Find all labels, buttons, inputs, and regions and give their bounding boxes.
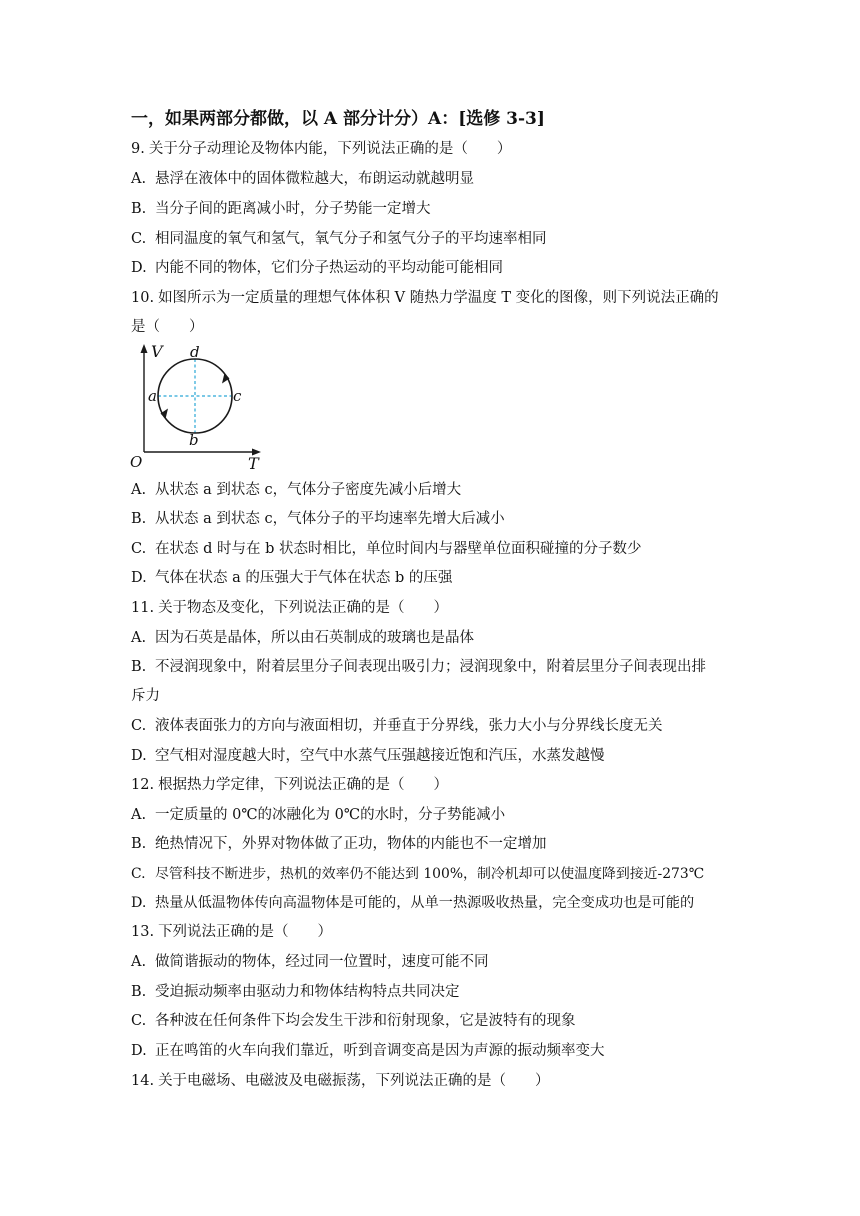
option-text: 尽管科技不断进步，热机的效率仍不能达到 100%，制冷机却可以使温度降到接近-273℃ <box>155 866 705 882</box>
y-axis-arrow-icon <box>141 344 148 353</box>
question-12-stem <box>131 775 448 795</box>
option-text: 空气相对湿度越大时，空气中水蒸气压强越接近饱和汽压，水蒸发越慢 <box>155 748 605 764</box>
option-letter: A. <box>131 630 147 646</box>
option-text: 在状态 d 时与在 b 状态时相比，单位时间内与器壁单位面积碰撞的分子数少 <box>155 541 642 557</box>
q12-option-a <box>131 805 505 825</box>
option-letter: C. <box>131 718 147 734</box>
q13-option-d <box>131 1041 605 1061</box>
vt-diagram <box>128 340 268 474</box>
question-number: 14. <box>131 1073 155 1089</box>
option-letter: D. <box>131 1043 147 1059</box>
option-letter: A. <box>131 482 147 498</box>
option-text: 相同温度的氧气和氢气，氧气分子和氢气分子的平均速率相同 <box>155 231 547 247</box>
q9-option-a <box>131 169 474 189</box>
option-letter: A. <box>131 807 147 823</box>
section-title: 一，如果两部分都做，以 A 部分计分）A：[选修 3-3] <box>131 109 545 129</box>
q9-option-b <box>131 199 431 219</box>
q13-option-c <box>131 1011 576 1031</box>
q11-option-b <box>131 657 706 677</box>
q11-option-b-cont <box>131 686 160 706</box>
option-letter: C. <box>131 866 146 882</box>
question-13-stem <box>131 922 332 942</box>
option-text: 从状态 a 到状态 c，气体分子的平均速率先增大后减小 <box>155 511 505 527</box>
question-text: 关于电磁场、电磁波及电磁振荡，下列说法正确的是（ ） <box>158 1073 550 1089</box>
question-number: 13. <box>131 924 155 940</box>
q11-option-c <box>131 716 663 736</box>
q10-option-c <box>131 539 642 559</box>
option-letter: B. <box>131 836 147 852</box>
question-10-stem <box>131 288 719 308</box>
origin-label: O <box>130 453 143 471</box>
q9-option-c <box>131 229 547 249</box>
question-text: 根据热力学定律，下列说法正确的是（ ） <box>158 777 449 793</box>
question-text: 关于物态及变化，下列说法正确的是（ ） <box>158 600 449 616</box>
question-10-stem-cont <box>131 317 204 337</box>
option-text: 不浸润现象中，附着层里分子间表现出吸引力；浸润现象中，附着层里分子间表现出排 <box>155 659 706 675</box>
question-number: 12. <box>131 777 155 793</box>
option-text: 一定质量的 0℃的冰融化为 0℃的水时，分子势能减小 <box>155 807 506 823</box>
question-text: 如图所示为一定质量的理想气体体积 V 随热力学温度 T 变化的图像，则下列说法正确的 <box>158 290 719 306</box>
point-label-c: c <box>233 387 242 405</box>
option-text: 斥力 <box>131 688 160 704</box>
option-text: 热量从低温物体传向高温物体是可能的，从单一热源吸收热量，完全变成功也是可能的 <box>155 895 695 911</box>
q10-option-d <box>131 568 452 588</box>
option-text: 从状态 a 到状态 c，气体分子密度先减小后增大 <box>155 482 462 498</box>
point-label-b: b <box>189 431 199 449</box>
option-letter: A. <box>131 954 147 970</box>
q10-option-a <box>131 480 461 500</box>
axis-label-v: V <box>151 342 163 361</box>
question-text: 关于分子动理论及物体内能，下列说法正确的是（ ） <box>148 141 512 157</box>
option-letter: D. <box>131 748 147 764</box>
question-11-stem <box>131 598 448 618</box>
q10-option-b <box>131 509 505 529</box>
option-letter: B. <box>131 984 147 1000</box>
q13-option-b <box>131 982 460 1002</box>
question-14-stem <box>131 1071 550 1091</box>
option-text: 绝热情况下，外界对物体做了正功，物体的内能也不一定增加 <box>155 836 547 852</box>
q9-option-d <box>131 258 503 278</box>
question-text: 是（ ） <box>131 319 204 335</box>
option-letter: B. <box>131 659 147 675</box>
option-text: 悬浮在液体中的固体微粒越大，布朗运动就越明显 <box>155 171 474 187</box>
option-text: 当分子间的距离减小时，分子势能一定增大 <box>155 201 431 217</box>
option-letter: A. <box>131 171 147 187</box>
q13-option-a <box>131 952 489 972</box>
option-text: 气体在状态 a 的压强大于气体在状态 b 的压强 <box>155 570 453 586</box>
axis-label-t: T <box>248 454 259 473</box>
option-text: 因为石英是晶体，所以由石英制成的玻璃也是晶体 <box>155 630 474 646</box>
question-9-stem <box>131 139 511 159</box>
q11-option-a <box>131 628 474 648</box>
question-number: 10. <box>131 290 155 306</box>
option-letter: B. <box>131 201 147 217</box>
option-text: 内能不同的物体，它们分子热运动的平均动能可能相同 <box>155 260 503 276</box>
q12-option-d <box>131 893 694 913</box>
option-letter: C. <box>131 231 147 247</box>
point-label-a: a <box>148 387 157 405</box>
option-text: 做简谐振动的物体，经过同一位置时，速度可能不同 <box>155 954 489 970</box>
q11-option-d <box>131 746 605 766</box>
q12-option-b <box>131 834 547 854</box>
question-number: 9. <box>131 141 145 157</box>
q12-option-c <box>131 864 704 884</box>
option-letter: C. <box>131 541 147 557</box>
option-letter: D. <box>131 895 147 911</box>
option-letter: D. <box>131 570 147 586</box>
option-letter: D. <box>131 260 147 276</box>
option-text: 正在鸣笛的火车向我们靠近，听到音调变高是因为声源的振动频率变大 <box>155 1043 605 1059</box>
option-text: 液体表面张力的方向与液面相切，并垂直于分界线，张力大小与分界线长度无关 <box>155 718 663 734</box>
question-number: 11. <box>131 600 155 616</box>
option-letter: C. <box>131 1013 147 1029</box>
option-text: 各种波在任何条件下均会发生干涉和衍射现象，它是波特有的现象 <box>155 1013 576 1029</box>
option-text: 受迫振动频率由驱动力和物体结构特点共同决定 <box>155 984 460 1000</box>
option-letter: B. <box>131 511 147 527</box>
point-label-d: d <box>190 343 200 361</box>
question-text: 下列说法正确的是（ ） <box>158 924 333 940</box>
